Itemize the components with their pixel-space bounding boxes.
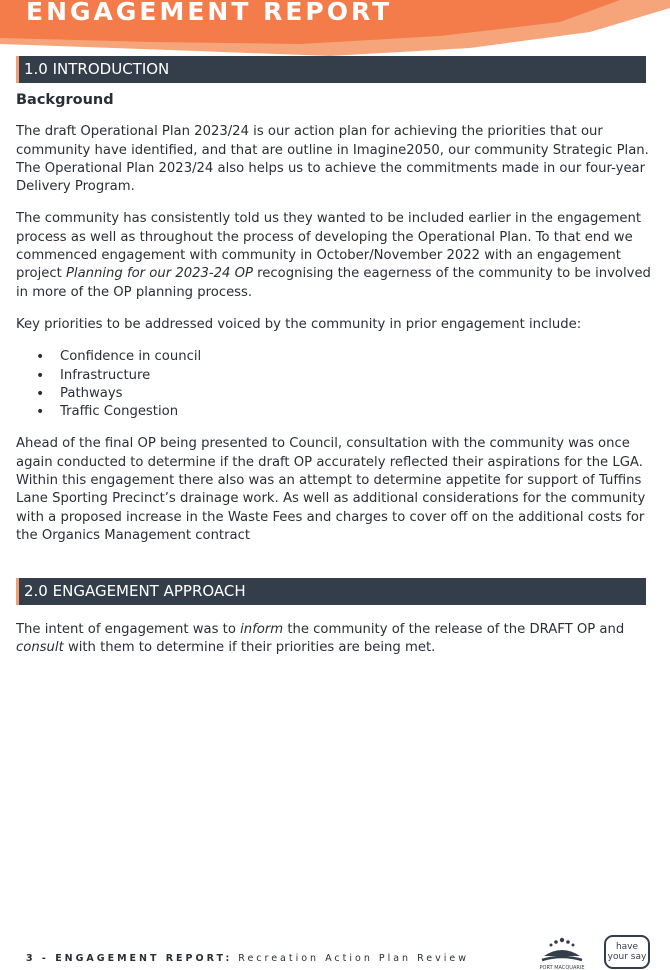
engagement-approach-content xyxy=(16,621,656,672)
page-footer xyxy=(26,953,469,964)
port-macquarie-logo xyxy=(538,934,586,970)
emphasis-inform: inform xyxy=(240,622,284,637)
section-accent xyxy=(16,56,19,83)
paragraph: Ahead of the final OP being presented to Council, consultation with the community was once again conducted to determine if the draft OP accurately reflected their aspirations for the LGA. Within this engagement there also was an attempt to determine appetite for support of Tuffins Lane Sporting Precinct’s drainage work. As well as additional considerations for the community with a proposed increase in the Waste Fees and charges to cover off on the additional costs for the Organics Management contract xyxy=(16,436,646,543)
project-name: Planning for our 2023-24 OP xyxy=(65,266,253,282)
list-item: • Pathways xyxy=(60,385,656,403)
text-run: recognising the eagerness of the community to be involved in more of the OP planning process. xyxy=(16,266,651,300)
text-run: with them to determine if their priorities are being met. xyxy=(63,640,436,656)
logo-line: your say xyxy=(607,952,647,962)
section-heading-engagement-approach xyxy=(16,578,646,605)
section-accent xyxy=(16,578,19,605)
list-item: • Traffic Congestion xyxy=(60,403,656,421)
logo-line: have xyxy=(615,942,639,952)
paragraph: The draft Operational Plan 2023/24 is our action plan for achieving the priorities that our community have identified, and that are outline in Imagine2050, our community Strategic Plan. The Operational Plan 2023/24 also helps us to achieve the commitments made in our four-year Delivery Program. xyxy=(16,124,649,195)
footer-report-label: ENGAGEMENT REPORT: xyxy=(55,953,233,964)
report-title: ENGAGEMENT REPORT xyxy=(26,0,393,26)
emphasis-consult: consult xyxy=(16,640,64,656)
footer-separator: - xyxy=(35,953,56,964)
subheading-background: Background xyxy=(16,92,114,108)
text-run: The intent of engagement was to xyxy=(16,622,241,637)
paragraph xyxy=(16,621,656,658)
page-number: 3 xyxy=(26,953,36,964)
logo-text: PORT MACQUARIE xyxy=(539,965,585,970)
paragraph: Key priorities to be addressed voiced by the community in prior engagement include: xyxy=(16,316,582,332)
list-item: • Infrastructure xyxy=(60,367,656,385)
footer-report-title: Recreation Action Plan Review xyxy=(232,953,469,964)
priorities-list xyxy=(16,348,656,421)
text-run: the community of the release of the DRAFT OP and xyxy=(283,622,625,637)
introduction-content xyxy=(16,91,656,559)
section-heading-introduction xyxy=(16,56,646,83)
section-heading-label: 1.0 INTRODUCTION xyxy=(24,60,170,78)
have-your-say-logo xyxy=(604,935,650,969)
section-heading-label: 2.0 ENGAGEMENT APPROACH xyxy=(24,582,246,600)
paragraph xyxy=(16,210,656,301)
text-run: The community has consistently told us they wanted to be included earlier in the engagement process as well as throughout the process of developing the Operational Plan. To that end we commenced engagement with community in October/November 2022 with an engagement project xyxy=(16,211,641,282)
list-item: • Confidence in council xyxy=(60,348,656,366)
